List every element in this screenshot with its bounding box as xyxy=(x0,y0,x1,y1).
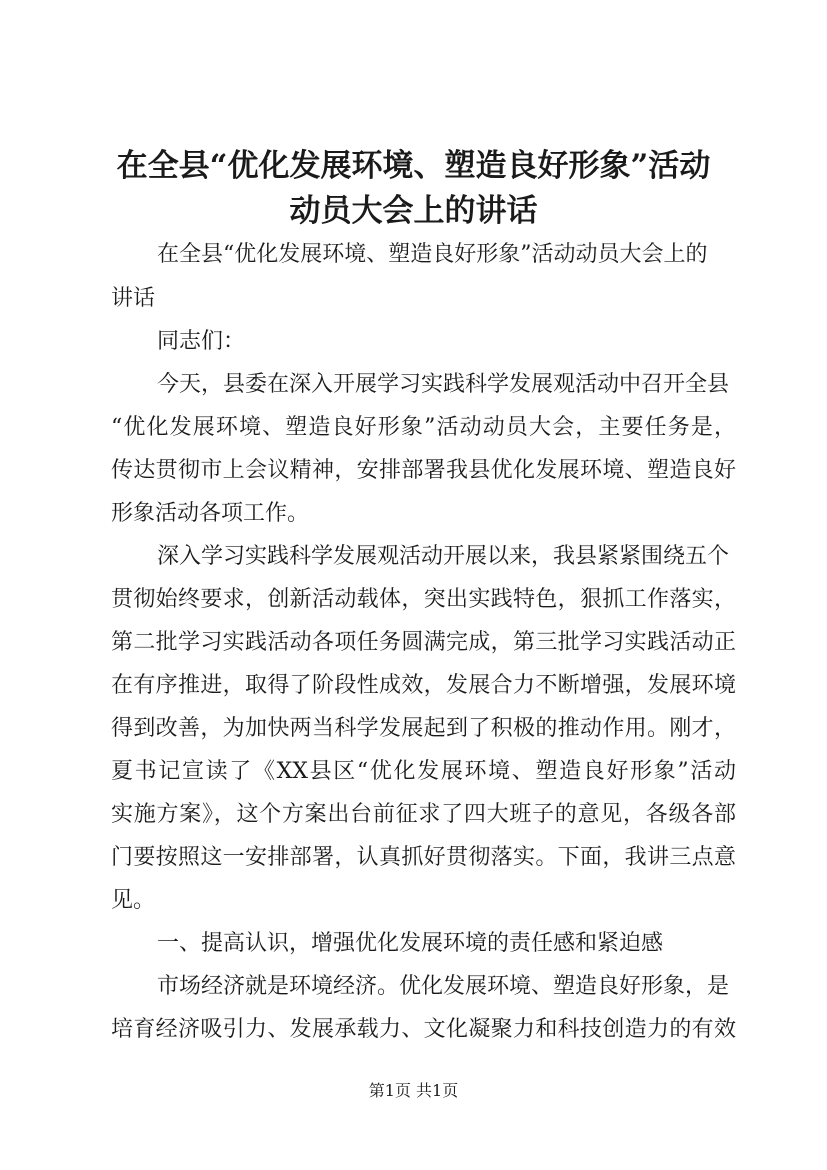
paragraph-line: 第二批学习实践活动各项任务圆满完成，第三批学习实践活动正 xyxy=(111,630,736,655)
document-title-line-2: 动员大会上的讲话 xyxy=(289,193,538,229)
paragraph-line: 门要按照这一安排部署，认真抓好贯彻落实。下面，我讲三点意 xyxy=(111,845,736,870)
page-footer: 第1页 共1页 xyxy=(368,1081,459,1100)
paragraph-line: 市场经济就是环境经济。优化发展环境、塑造良好形象，是 xyxy=(157,974,730,999)
paragraph-line: 形象活动各项工作。 xyxy=(111,501,310,526)
document-title-line-1: 在全县“优化发展环境、塑造良好形象”活动 xyxy=(116,148,711,184)
section-heading: 一、提高认识，增强优化发展环境的责任感和紧迫感 xyxy=(157,931,664,956)
paragraph-line: 培育经济吸引力、发展承载力、文化凝聚力和科技创造力的有效 xyxy=(111,1017,736,1042)
paragraph-line: 传达贯彻市上会议精神，安排部署我县优化发展环境、塑造良好 xyxy=(111,458,736,483)
subtitle-line: 讲话 xyxy=(111,286,156,311)
paragraph-line: 今天，县委在深入开展学习实践科学发展观活动中召开全县 xyxy=(157,372,730,397)
paragraph-line: 实施方案》，这个方案出台前征求了四大班子的意见，各级各部 xyxy=(111,802,736,827)
paragraph-line: 夏书记宣读了《XX县区“优化发展环境、塑造良好形象”活动 xyxy=(111,759,736,784)
paragraph-line: “优化发展环境、塑造良好形象”活动动员大会，主要任务是， xyxy=(111,415,736,440)
paragraph-line: 深入学习实践科学发展观活动开展以来，我县紧紧围绕五个 xyxy=(157,544,730,569)
paragraph-line: 贯彻始终要求，创新活动载体，突出实践特色，狠抓工作落实， xyxy=(111,587,736,612)
paragraph-line: 在有序推进，取得了阶段性成效，发展合力不断增强，发展环境 xyxy=(111,673,736,698)
subtitle-line: 在全县“优化发展环境、塑造良好形象”活动动员大会上的 xyxy=(157,242,708,267)
salutation: 同志们： xyxy=(157,329,246,354)
paragraph-line: 见。 xyxy=(111,888,156,913)
paragraph-line: 得到改善，为加快两当科学发展起到了积极的推动作用。刚才， xyxy=(111,716,736,741)
